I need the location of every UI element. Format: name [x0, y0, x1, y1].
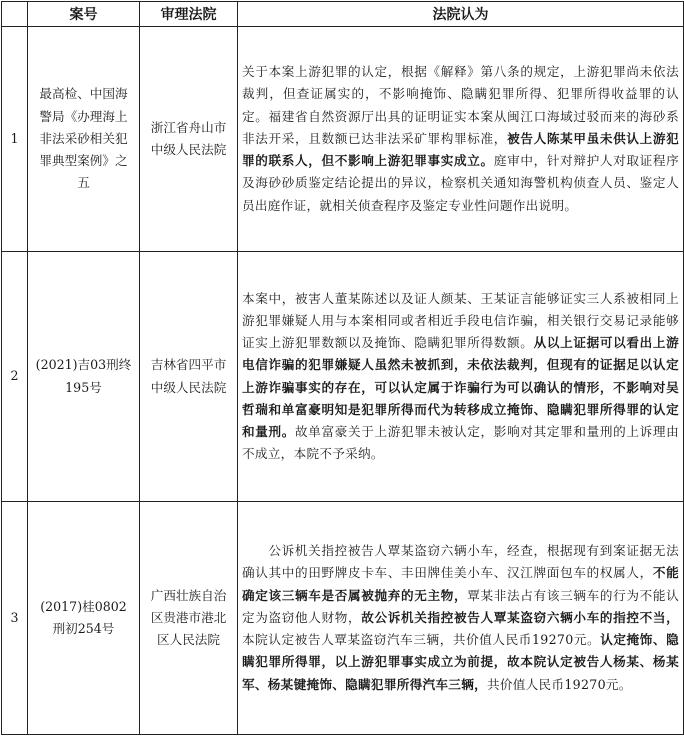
opinion-text-bold: 故公诉机关指控被告人覃某盗窃六辆小车的指控不当， [361, 609, 679, 625]
row-number: 3 [2, 502, 28, 735]
case-table [1, 1, 684, 735]
opinion-text-bold: 不能确定该三辆车是否属被抛弃的无主物， [242, 565, 679, 603]
row-number: 1 [2, 27, 28, 252]
opinion-text: 本院认定被告人覃某盗窃汽车三辆，共价值人民币19270元。 [242, 632, 601, 648]
trial-court: 广西壮族自治区贵港市港北区人民法院 [140, 502, 238, 735]
case-number: (2017)桂0802刑初254号 [28, 502, 140, 735]
opinion-text: 关于本案上游犯罪的认定，根据《解释》第八条的规定，上游犯罪尚未依法裁判，但查证属实的，不影响掩饰、隐瞒犯罪所得、犯罪所得收益罪的认定。福建省自然资源厅出具的证明证实本案从闽江口海域过驳而来的海砂系非法开采，且数额已达非法采矿罪构罪标准， [242, 64, 679, 146]
case-number: 最高检、中国海警局《办理海上非法采砂相关犯罪典型案例》之五 [28, 27, 140, 252]
opinion-text-bold: 从以上证据可以看出上游电信诈骗的犯罪嫌疑人虽然未被抓到，未依法裁判，但现有的证据足以认定上游诈骗事实的存在，可以认定属于诈骗行为可以确认的情形，不影响对吴哲瑞和单富豪明知是犯罪所得而代为转移成立掩饰、隐瞒犯罪所得罪的认定和量刑。 [242, 335, 679, 439]
court-opinion [238, 252, 684, 502]
header-row [2, 2, 684, 27]
row-number: 2 [2, 252, 28, 502]
court-opinion [238, 27, 684, 252]
opinion-text: 故单富豪关于上游犯罪未被认定，影响对其定罪和量刑的上诉理由不成立，本院不予采纳。 [242, 423, 679, 462]
opinion-text: 共价值人民币19270元。 [486, 676, 632, 692]
header-court: 审理法院 [140, 2, 238, 27]
table-row [2, 252, 684, 502]
court-opinion [238, 502, 684, 735]
header-case-no: 案号 [28, 2, 140, 27]
case-number: (2021)吉03刑终195号 [28, 252, 140, 502]
opinion-text: 庭审中，针对辩护人对取证程序及海砂砂质鉴定结论提出的异议，检察机关通知海警机构侦查人员、鉴定人员出庭作证，就相关侦查程序及鉴定专业性问题作出说明。 [242, 153, 679, 213]
opinion-text-bold: 认定掩饰、隐瞒犯罪所得罪，以上游犯罪事实成立为前提，故本院认定被告人杨某、杨某军、杨某键掩饰、隐瞒犯罪所得汽车三辆， [242, 632, 679, 692]
header-opinion: 法院认为 [238, 2, 684, 27]
opinion-text: 覃某非法占有该三辆车的行为不能认定为盗窃他人财物， [242, 587, 679, 625]
table-row [2, 502, 684, 735]
opinion-text: 公诉机关指控被告人覃某盗窃六辆小车，经查，根据现有到案证据无法确认其中的田野牌皮卡车、丰田牌佳美小车、汉江牌面包车的权属人， [242, 543, 679, 581]
opinion-text: 本案中，被害人董某陈述以及证人颜某、王某证言能够证实三人系被相同上游犯罪嫌疑人用与本案相同或者相近手段电信诈骗，相关银行交易记录能够证实上游犯罪数额以及掩饰、隐瞒犯罪所得数额。 [242, 290, 679, 351]
trial-court: 吉林省四平市中级人民法院 [140, 252, 238, 502]
table-row [2, 27, 684, 252]
trial-court: 浙江省舟山市中级人民法院 [140, 27, 238, 252]
opinion-text-bold: 被告人陈某甲虽未供认上游犯罪的联系人，但不影响上游犯罪事实成立。 [242, 130, 679, 169]
header-index [2, 2, 28, 27]
